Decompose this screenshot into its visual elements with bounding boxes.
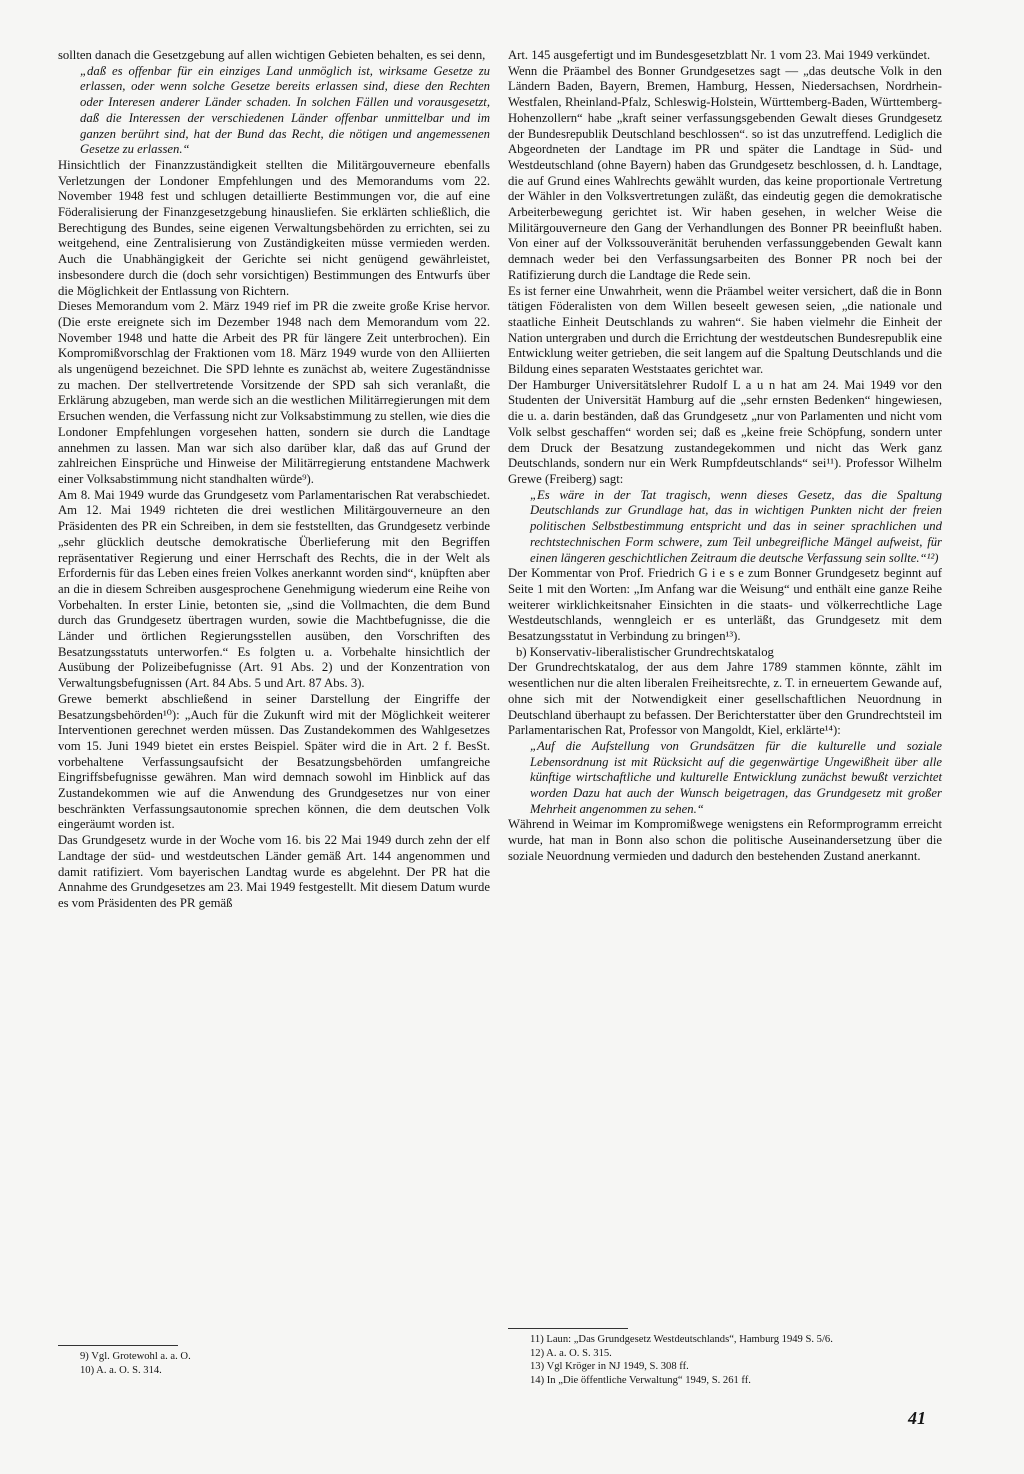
paragraph: sollten danach die Gesetzgebung auf allen wichtigen Gebieten behalten, es sei denn, (58, 48, 486, 62)
right-text-column (508, 48, 942, 865)
footnote-rule (508, 1328, 628, 1329)
footnotes-right (508, 1328, 942, 1387)
footnotes-left (58, 1345, 490, 1377)
footnote: 11) Laun: „Das Grundgesetz Westdeutschlands“, Hamburg 1949 S. 5/6. (530, 1334, 833, 1345)
left-text-column (58, 48, 490, 912)
footnote: 9) Vgl. Grotewohl a. a. O. (80, 1351, 191, 1362)
paragraph: Der Kommentar von Prof. Friedrich G i e s e zum Bonner Grundgesetz beginnt auf Seite 1 mit den Worten: „Im Anfang war die Weisung“ und enthält eine ganze Reihe weiterer wirklichkeitsnaher Einsichten in die staats- und völkerrechtliche Lage Westdeutschlands, wenngleich er es unterläßt, das Grundgesetz mit dem Besatzungsstatut in Verbindung zu bringen¹³). (508, 566, 942, 644)
paragraph: Am 8. Mai 1949 wurde das Grundgesetz vom Parlamentarischen Rat verabschiedet. Am 12. Mai 1949 richteten die drei westlichen Militärgouverneure an den Präsidenten des PR ein Schreiben, in dem sie feststellten, das Grundgesetz verbinde „sehr glücklich deutsche demokratische Überlieferung mit den Begriffen repräsentativer Regierung und einer Herrschaft des Rechts, die in der Welt als Erfordernis für das Leben eines freien Volkes anerkannt worden sind“, knüpften aber an die in diesem Schreiben ausgesprochene Genehmigung wiederum eine Reihe von Vorbehalten. In erster Linie, betonten sie, „sind die Vollmachten, die dem Bund durch das Grundgesetz übertragen wurden, sowie die Machtbefugnisse, die die Länder und örtlichen Regierungsstellen ausüben, den Vorschriften des Besatzungsstatuts unterworfen.“ Es folgten u. a. Vorbehalte hinsichtlich der Ausübung der Polizeibefugnisse (Art. 91 Abs. 2) und der Konzentration von Verwaltungsbefugnissen (Art. 84 Abs. 5 und Art. 87 Abs. 3). (58, 487, 490, 691)
paragraph: Hinsichtlich der Finanzzuständigkeit stellten die Militärgouverneure ebenfalls Verletzungen der Londoner Empfehlungen und des Memorandums vom 22. November 1948 fest und schlugen detaillierte Bestimmungen vor, die auf eine Föderalisierung der Finanzgesetzgebung hinausliefen. Sie erklärten schließlich, die Berechtigung des Bundes, seine eigenen Verwaltungsbehörden zu errichten, sei zu weitgehend, eine Zentralisierung von Zuständigkeiten müsse vermieden werden. Auch die Unabhängigkeit der Gerichte sei nicht genügend gewährleistet, insbesondere durch die (doch sehr vorsichtigen) Bestimmungen des Entwurfs über die Möglichkeit der Entlassung von Richtern. (58, 157, 490, 298)
section-heading: b) Konservativ-liberalistischer Grundrechtskatalog (516, 644, 774, 659)
paragraph: Dieses Memorandum vom 2. März 1949 rief im PR die zweite große Krise hervor. (Die erste ereignete sich im Dezember 1948 nach dem Memorandum vom 22. November 1948 und hatte die Arbeit des PR für längere Zeit unterbrochen). Ein Kompromißvorschlag der Fraktionen vom 18. März 1949 wurde von den Alliierten als ungenügend bezeichnet. Die SPD lehnte es zunächst ab, weitere Zugeständnisse zu machen. Der stellvertretende Vorsitzende der SPD sah sich veranlaßt, die Erklärung abzugeben, man werde sich an die westlichen Militärregierungen mit dem Ersuchen wenden, die Verfassung nicht zur Volksabstimmung zu stellen, wie dies die Londoner Empfehlungen vorgesehen hatten, sondern sie durch die Landtage annehmen zu lassen. Man war sich also darüber klar, daß das auf Grund der zahlreichen Einsprüche und Hinweise der Militärregierung entstandene Machwerk einer Volksabstimmung nicht standhalten würde⁹). (58, 299, 490, 486)
block-quote: „Auf die Aufstellung von Grundsätzen für die kulturelle und soziale Lebensordnung ist mit Rücksicht auf die gegenwärtige Ungewißheit über alle künftige wirtschaftliche und kulturelle Entwicklung zunächst bewußt verzichtet worden Dazu hat auch der Wunsch beigetragen, das Grundgesetz mit großer Mehrheit angenommen zu sehen.“ (530, 738, 942, 816)
paragraph: Grewe bemerkt abschließend in seiner Darstellung der Eingriffe der Besatzungsbehörden¹⁰): „Auch für die Zukunft wird mit der Möglichkeit weiterer Interventionen gerechnet werden müssen. Das Zustandekommen des Wahlgesetzes vom 15. Juni 1949 bietet ein erstes Beispiel. Später wird die in Art. 2 f. BesSt. vorbehaltene Verfassungsaufsicht der Besatzungsbehörden umfangreiche Eingriffsbefugnisse gewähren. Man wird demnach sowohl im Hinblick auf das Zustandekommen wie auf die Anwendung des Grundgesetzes nur von einer beschränkten Verfassungsautonomie sprechen können, die dem deutschen Volk eingeräumt worden ist. (58, 691, 490, 832)
paragraph: Während in Weimar im Kompromißwege wenigstens ein Reformprogramm erreicht wurde, hat man in Bonn also schon die politische Auseinandersetzung über die soziale Neuordnung vermieden und dadurch den bestehenden Zustand anerkannt. (508, 817, 942, 863)
footnote: 13) Vgl Kröger in NJ 1949, S. 308 ff. (530, 1361, 689, 1372)
footnote: 12) A. a. O. S. 315. (530, 1347, 612, 1359)
paragraph: Der Grundrechtskatalog, der aus dem Jahre 1789 stammen könnte, zählt im wesentlichen nur die alten liberalen Freiheitsrechte, z. T. in erneuertem Gewande auf, ohne sich mit der Notwendigkeit einer gesellschaftlichen Neuordnung in Deutschland überhaupt zu befassen. Der Berichterstatter über den Grundrechtsteil im Parlamentarischen Rat, Professor von Mangoldt, Kiel, erklärte¹⁴): (508, 660, 942, 738)
paragraph: Das Grundgesetz wurde in der Woche vom 16. bis 22 Mai 1949 durch zehn der elf Landtage der süd- und westdeutschen Länder gemäß Art. 144 angenommen und damit ratifiziert. Vom bayerischen Landtag wurde es abgelehnt. Der PR hat die Annahme des Grundgesetzes am 23. Mai 1949 festgestellt. Mit diesem Datum wurde es vom Präsidenten des PR gemäß (58, 833, 490, 910)
block-quote: „Es wäre in der Tat tragisch, wenn dieses Gesetz, das die Spaltung Deutschlands zur Grundlage hat, das in wichtigen Punkten nicht der freien politischen Selbstbestimmung entspricht und das in seiner sprachlichen und rechtstechnischen Form schwere, zum Teil unbegreifliche Mängel aufweist, für einen längeren geschichtlichen Zeitraum die deutsche Verfassung sein sollte.“¹²) (530, 487, 942, 565)
block-quote: „daß es offenbar für ein einziges Land unmöglich ist, wirksame Gesetze zu erlassen, oder wenn solche Gesetze bereits erlassen sind, diese den Rechten oder Interesen anderer Länder schaden. In solchen Fällen und vorausgesetzt, daß die Interessen der verschiedenen Länder offenbar unmittelbar und im ganzen berührt sind, hat der Bund das Recht, die nötigen und angemessenen Gesetze zu erlassen.“ (80, 63, 490, 157)
page-number: 41 (908, 1408, 926, 1428)
paragraph: Wenn die Präambel des Bonner Grundgesetzes sagt — „das deutsche Volk in den Ländern Baden, Bayern, Bremen, Hamburg, Hessen, Niedersachsen, Nordrhein-Westfalen, Rheinland-Pfalz, Schleswig-Holstein, Württemberg-Baden, Württemberg-Hohenzollern“ habe „kraft seiner verfassungsgebenden Gewalt dieses Grundgesetz der Bundesrepublik Deutschland beschlossen“. so ist das unzutreffend. Lediglich die Abgeordneten der Landtage im PR und später die Landtage in Süd- und Westdeutschland (ohne Bayern) haben das Grundgesetz beschlossen, d. h. Landtage, die auf Grund eines Wahlrechts gewählt wurden, das keine proportionale Vertretung der Wähler in den Volksvertretungen zuläßt, das eindeutig gegen die demokratische Arbeiterbewegung gerichtet ist. Wir haben gesehen, in welcher Weise die Militärgouverneure den Gang der Verhandlungen des Bonner PR beeinflußt haben. Von einer auf der Volkssouveränität beruhenden verfassunggebenden Gewalt kann demnach weder bei den Verfassungsarbeiten des Bonner PR noch bei der Ratifizierung durch die Landtage die Rede sein. (508, 63, 942, 282)
footnote: 10) A. a. O. S. 314. (80, 1364, 162, 1376)
paragraph: Der Hamburger Universitätslehrer Rudolf L a u n hat am 24. Mai 1949 vor den Studenten der Universität Hamburg auf die „sehr ernsten Bedenken“ hingewiesen, die u. a. darin beständen, daß das Grundgesetz „nur von Parlamenten und nicht vom Volk selbst geschaffen“ worden sei; daß es „keine freie Schöpfung, sondern unter dem Druck der Besatzung zustandegekommen und nicht das Werk ganz Deutschlands, sondern nur ein Werk Rumpfdeutschlands“ sei¹¹). Professor Wilhelm Grewe (Freiberg) sagt: (508, 377, 942, 486)
footnote-rule (58, 1345, 178, 1346)
footnote: 14) In „Die öffentliche Verwaltung“ 1949, S. 261 ff. (530, 1374, 751, 1386)
paragraph: Es ist ferner eine Unwahrheit, wenn die Präambel weiter versichert, daß die in Bonn tätigen Föderalisten von dem Willen beseelt gewesen seien, „die nationale und staatliche Einheit Deutschlands zu wahren“. Sie haben vielmehr die Einheit der Nation untergraben und durch die Errichtung der westdeutschen Bundesrepublik eine Entwicklung weiter getrieben, die seit langem auf die Spaltung Deutschlands und die Bildung eines separaten Weststaates gerichtet war. (508, 283, 942, 377)
paragraph: Art. 145 ausgefertigt und im Bundesgesetzblatt Nr. 1 vom 23. Mai 1949 verkündet. (508, 48, 931, 62)
